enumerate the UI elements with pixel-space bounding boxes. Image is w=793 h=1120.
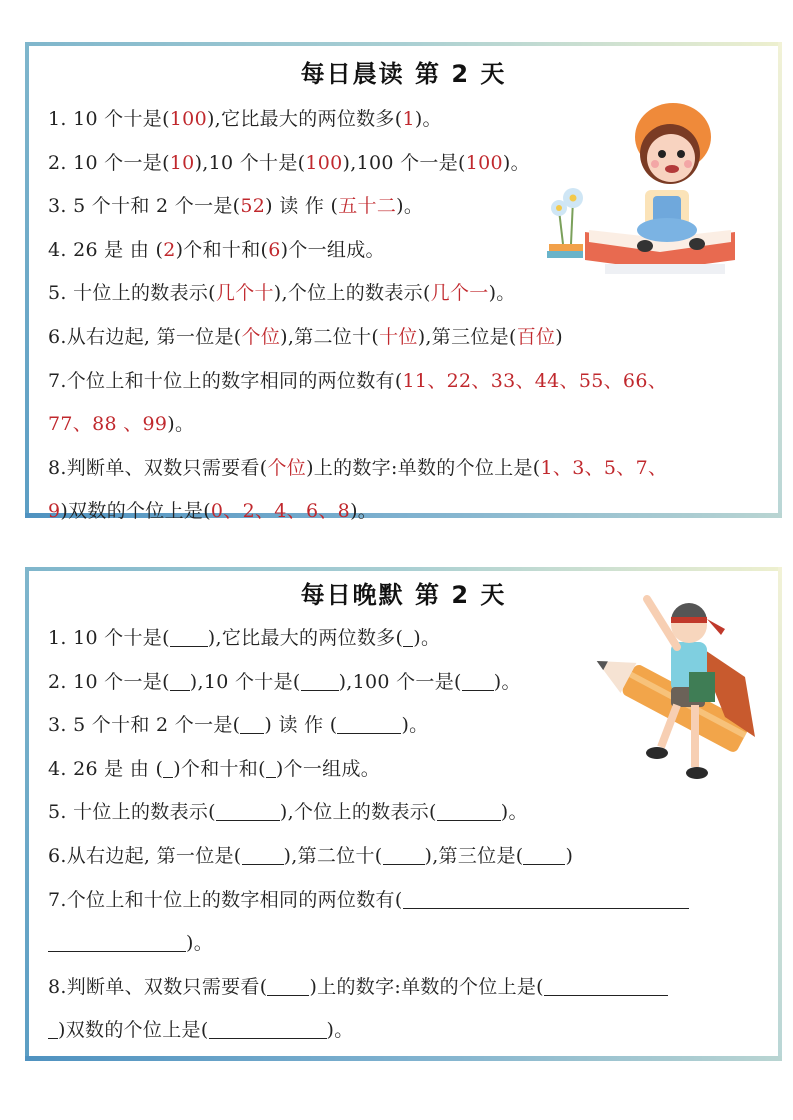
answer-line [48,235,385,262]
quiz-line [48,972,668,999]
answer-text: 几个十 [215,282,274,305]
question-text: 3. 5 个十和 2 个一是( [48,195,241,218]
question-text: ),第二位十( [283,845,383,867]
quiz-line [48,754,380,781]
evening-title: 每日晚默 第 2 天 [300,581,507,609]
answer-blank[interactable] [403,890,689,909]
answer-text: 10 [169,151,195,174]
answer-blank[interactable] [267,977,309,996]
question-text: ),10 个十是( [194,151,306,174]
answer-text: 几个一 [430,282,489,305]
answer-blank[interactable] [170,672,190,691]
answer-text: 1 [402,108,415,130]
question-text: )。 [186,932,214,955]
question-text: )。 [493,670,521,693]
question-text: )。 [488,282,516,305]
answer-line [48,322,563,349]
question-text: ),个位上的数表示( [273,282,431,305]
question-text: ) 读 作 ( [265,195,339,218]
answer-blank[interactable] [383,846,425,865]
quiz-line [48,841,573,868]
answer-text: 77、88 、99 [48,413,168,436]
answer-text: 0、2、4、6、8 [210,500,351,523]
answer-blank[interactable] [544,977,668,996]
answer-blank[interactable] [48,1020,58,1039]
question-text: 4. 26 是 由 ( [48,757,164,780]
answer-text: 6 [268,238,281,261]
answer-line [48,148,530,175]
answer-blank[interactable] [209,1020,327,1039]
answer-text: 五十二 [338,195,397,218]
quiz-line [48,928,213,955]
question-text: ),100 个一是( [342,151,466,174]
answer-text: 52 [240,195,266,218]
question-text: 1. 10 个十是( [48,627,170,649]
question-text: )。 [326,1019,354,1042]
answer-blank[interactable] [170,628,208,647]
question-text: )。 [401,714,429,737]
question-text: ),个位上的数表示( [279,801,437,824]
question-text: )。 [414,108,442,130]
frame-border [25,567,782,571]
girl-reading-book-illustration [545,92,775,282]
answer-text: 个位 [267,456,307,479]
question-text: ),10 个十是( [189,670,301,693]
answer-text: 十位 [379,326,418,348]
answer-blank[interactable] [163,759,173,778]
question-text: ),它比最大的两位数多( [207,627,404,649]
answer-text: 个位 [241,326,281,348]
question-text: ) 读 作 ( [264,714,338,737]
question-text: )个和十和( [175,238,269,261]
question-text: ),它比最大的两位数多( [206,108,403,130]
answer-text: 11、22、33、44、55、66、 [402,369,668,392]
question-text: 8.判断单、双数只需要看( [48,456,268,479]
answer-line [48,409,194,436]
quiz-line [48,667,521,694]
frame-border [778,567,782,1061]
quiz-line [48,797,528,824]
question-text: 2. 10 个一是( [48,151,170,174]
answer-blank[interactable] [462,672,494,691]
answer-blank[interactable] [301,672,339,691]
question-text: ),100 个一是( [338,670,462,693]
question-text: )个一组成。 [280,238,385,261]
question-text: ) [555,326,564,348]
answer-blank[interactable] [240,715,264,734]
question-text: )双数的个位上是( [60,500,211,523]
quiz-line [48,623,440,650]
question-text: 4. 26 是 由 ( [48,238,164,261]
answer-text: 百位 [516,326,556,348]
question-text: )上的数字:单数的个位上是( [309,975,544,998]
answer-blank[interactable] [216,802,280,821]
answer-text: 100 [169,108,207,130]
question-text: 5. 十位上的数表示( [48,282,216,305]
answer-blank[interactable] [337,715,401,734]
question-text: 1. 10 个十是( [48,108,170,130]
answer-text: 9 [48,500,61,523]
answer-line [48,453,667,480]
answer-line [48,191,423,218]
question-text: 3. 5 个十和 2 个一是( [48,714,241,737]
morning-reading-card [25,42,782,523]
question-text: )。 [413,627,441,649]
question-text: 2. 10 个一是( [48,670,170,693]
morning-title: 每日晨读 第 2 天 [300,60,507,88]
question-text: )。 [500,801,528,824]
answer-line [48,104,442,131]
answer-text: 100 [305,151,343,174]
frame-border [778,42,782,518]
question-text: )双数的个位上是( [58,1019,209,1042]
frame-border [25,1056,782,1061]
frame-border [25,567,29,1061]
question-text: ),第二位十( [280,326,380,348]
frame-border [25,42,29,518]
answer-blank[interactable] [403,628,413,647]
quiz-line [48,1015,354,1042]
question-text: ),第三位是( [417,326,517,348]
answer-blank[interactable] [48,933,186,952]
answer-text: 1、3、5、7、 [540,456,668,479]
question-text: )。 [167,413,195,436]
question-text: 6.从右边起, 第一位是( [48,845,242,867]
boy-riding-pencil-illustration [585,587,765,787]
answer-line [48,496,377,523]
question-text: )。 [502,151,530,174]
answer-blank[interactable] [242,846,284,865]
question-text: )个一组成。 [275,757,381,780]
answer-blank[interactable] [523,846,565,865]
quiz-line [48,710,428,737]
question-text: ) [565,845,574,867]
question-text: 6.从右边起, 第一位是( [48,326,242,348]
question-text: 5. 十位上的数表示( [48,801,216,824]
evening-dictation-card [25,567,782,1061]
question-text: )上的数字:单数的个位上是( [306,456,541,479]
answer-blank[interactable] [266,759,276,778]
question-text: )个和十和( [173,757,266,780]
quiz-line [48,885,689,912]
question-text: )。 [350,500,378,523]
answer-line [48,366,667,393]
answer-blank[interactable] [437,802,501,821]
question-text: 7.个位上和十位上的数字相同的两位数有( [48,888,403,911]
frame-border [25,42,782,46]
question-text: ),第三位是( [424,845,524,867]
question-text: )。 [396,195,424,218]
answer-text: 100 [465,151,503,174]
answer-line [48,278,516,305]
question-text: 8.判断单、双数只需要看( [48,975,268,998]
answer-text: 2 [163,238,176,261]
question-text: 7.个位上和十位上的数字相同的两位数有( [48,369,403,392]
